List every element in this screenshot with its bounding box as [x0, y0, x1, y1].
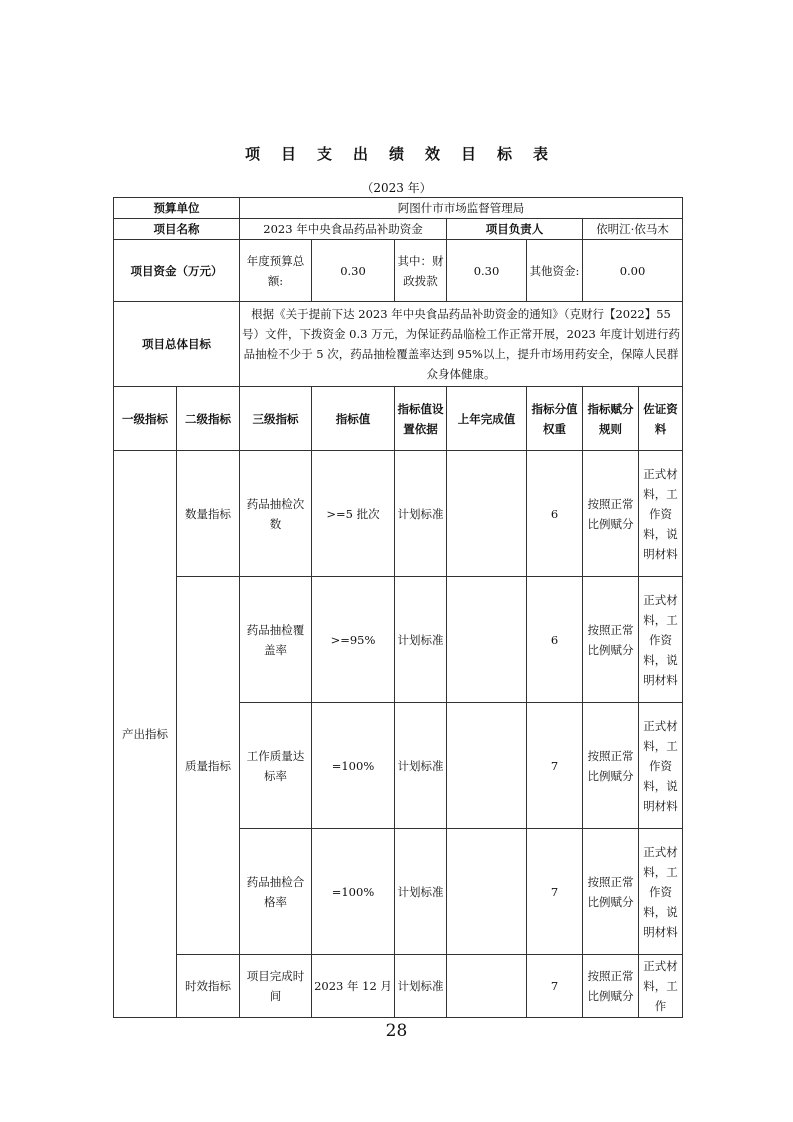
row-previous-value [447, 703, 527, 829]
header-previous-value: 上年完成值 [447, 387, 527, 451]
row-indicator-name: 药品抽检合格率 [240, 829, 312, 955]
overall-goal-text: 根据《关于提前下达 2023 年中央食品药品补助资金的通知》（克财行【2022】55 号）文件，下拨资金 0.3 万元，为保证药品临检工作正常开展，2023 年度计划进行药品抽检不少于 5 次，药品抽检覆盖率达到 95%以上，提升市场用药安全，保障人民群众身体健康。 [240, 302, 683, 387]
project-lead-value: 依明江·依马木 [583, 219, 683, 240]
project-lead-label: 项目负责人 [447, 219, 583, 240]
annual-budget-value: 0.30 [312, 240, 395, 302]
row-value-basis: 计划标准 [395, 955, 447, 1018]
row-weight: 7 [527, 955, 583, 1018]
report-year: （2023 年） [361, 181, 432, 195]
project-name-label: 项目名称 [114, 219, 240, 240]
budget-unit-label: 预算单位 [114, 198, 240, 219]
level1-output-indicator: 产出指标 [114, 451, 177, 1018]
performance-target-table [113, 197, 683, 1018]
funds-label: 项目资金（万元） [114, 240, 240, 302]
table-row [114, 577, 683, 703]
row-indicator-name: 药品抽检覆盖率 [240, 577, 312, 703]
row-previous-value [447, 955, 527, 1018]
row-scoring-rule: 按照正常比例赋分 [583, 451, 639, 577]
other-funds-value: 0.00 [583, 240, 683, 302]
row-indicator-value: >=95% [312, 577, 395, 703]
overall-goal-label: 项目总体目标 [114, 302, 240, 387]
header-indicator-value: 指标值 [312, 387, 395, 451]
page-number: 28 [385, 1021, 408, 1041]
row-evidence: 正式材料，工作资料，说明材料 [639, 703, 683, 829]
header-scoring-rule: 指标赋分规则 [583, 387, 639, 451]
row-weight: 6 [527, 451, 583, 577]
row-scoring-rule: 按照正常比例赋分 [583, 955, 639, 1018]
row-previous-value [447, 577, 527, 703]
row-previous-value [447, 829, 527, 955]
row-indicator-name: 项目完成时间 [240, 955, 312, 1018]
row-indicator-value: =100% [312, 703, 395, 829]
other-funds-label: 其他资金: [527, 240, 583, 302]
level2-quantity-indicator: 数量指标 [177, 451, 240, 577]
row-indicator-name: 工作质量达标率 [240, 703, 312, 829]
row-indicator-value: 2023 年 12 月 [312, 955, 395, 1018]
row-value-basis: 计划标准 [395, 451, 447, 577]
row-weight: 6 [527, 577, 583, 703]
row-previous-value [447, 451, 527, 577]
level2-quality-indicator: 质量指标 [177, 577, 240, 955]
table-row [114, 451, 683, 577]
project-name-value: 2023 年中央食品药品补助资金 [240, 219, 447, 240]
row-evidence: 正式材料，工作资料，说明材料 [639, 577, 683, 703]
table-row [114, 955, 683, 1018]
header-weight: 指标分值权重 [527, 387, 583, 451]
level2-timeliness-indicator: 时效指标 [177, 955, 240, 1018]
row-value-basis: 计划标准 [395, 577, 447, 703]
row-scoring-rule: 按照正常比例赋分 [583, 577, 639, 703]
row-evidence: 正式材料，工作资料，说明材料 [639, 451, 683, 577]
budget-unit-value: 阿图什市市场监督管理局 [240, 198, 683, 219]
row-evidence: 正式材料，工作资料，说明材料 [639, 829, 683, 955]
page-title: 项目支出绩效目标表 [244, 145, 569, 163]
row-indicator-name: 药品抽检次数 [240, 451, 312, 577]
row-value-basis: 计划标准 [395, 703, 447, 829]
row-weight: 7 [527, 703, 583, 829]
row-value-basis: 计划标准 [395, 829, 447, 955]
header-evidence: 佐证资料 [639, 387, 683, 451]
header-level1: 一级指标 [114, 387, 177, 451]
header-level2: 二级指标 [177, 387, 240, 451]
header-value-basis: 指标值设置依据 [395, 387, 447, 451]
header-level3: 三级指标 [240, 387, 312, 451]
annual-budget-label: 年度预算总额: [240, 240, 312, 302]
row-scoring-rule: 按照正常比例赋分 [583, 703, 639, 829]
fiscal-allocation-value: 0.30 [447, 240, 527, 302]
row-indicator-value: =100% [312, 829, 395, 955]
row-indicator-value: >=5 批次 [312, 451, 395, 577]
row-evidence: 正式材料，工作 [639, 955, 683, 1018]
fiscal-allocation-label: 其中：财政拨款 [395, 240, 447, 302]
row-scoring-rule: 按照正常比例赋分 [583, 829, 639, 955]
row-weight: 7 [527, 829, 583, 955]
